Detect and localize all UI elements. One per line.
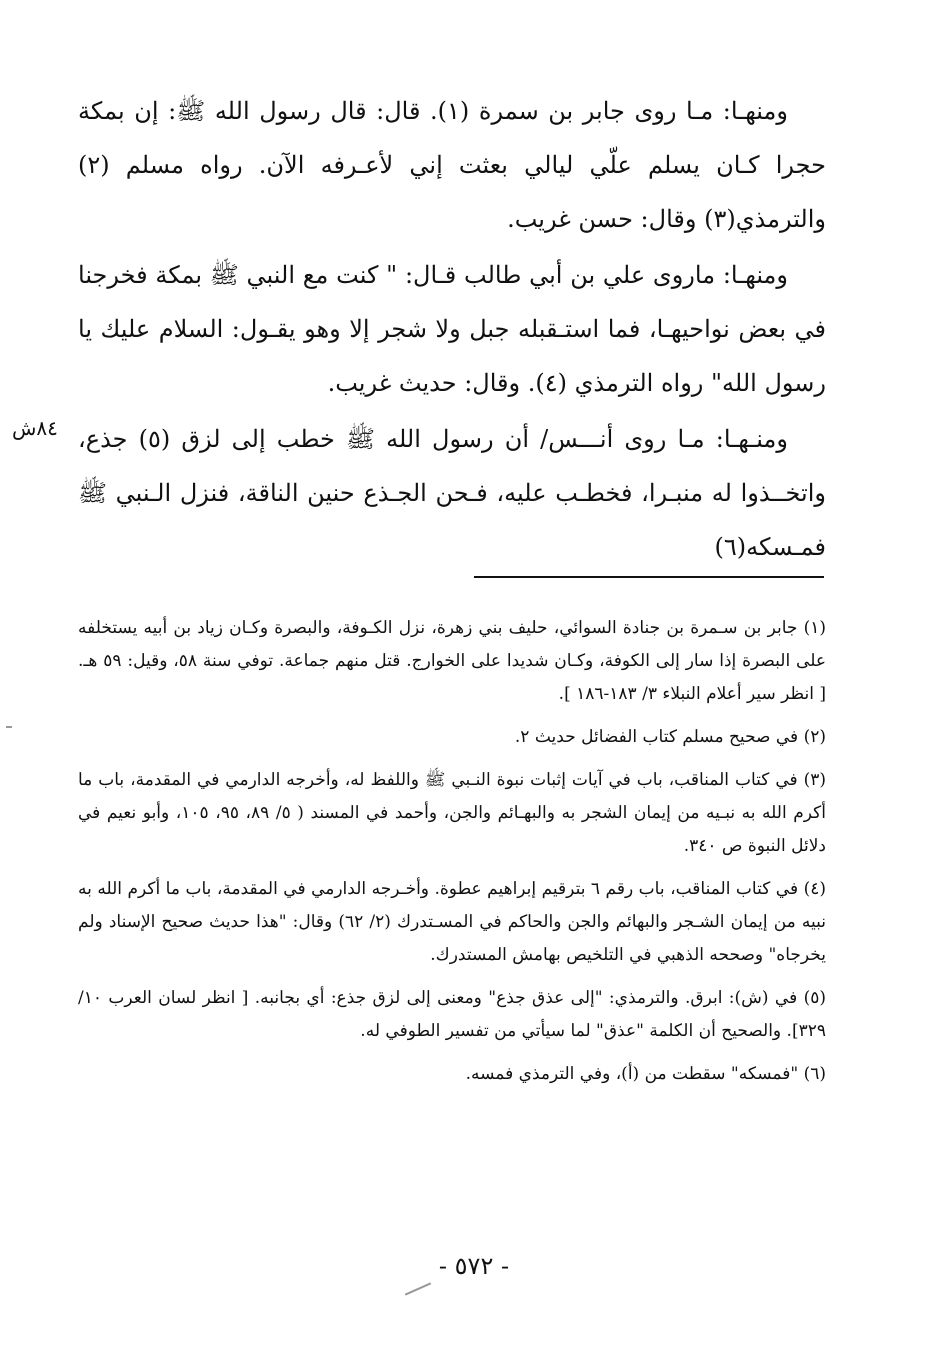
- paragraph-anas: ومنـهـا: مـا روى أنـــس/ أن رسول الله ﷺ خطب إلى لزق (٥) جذع، واتخــذوا له منبـرا، فخطـب عليه، فـحن الجـذع حنين الناقة، فنزل الـنبي ﷺ فمـسكه(٦): [78, 425, 826, 561]
- footnote-1: (١) جابر بن سـمرة بن جنادة السوائي، حليف بني زهرة، نزل الكـوفة، والبصرة وكـان زياد بن أبيه يستخلفه على البصرة إذا سار إلى الكوفة، وكـان شديدا على الخوارج. قتل منهم جماعة. توفي سنة ٥٨، وقيل: ٥٩ هـ. [ انظر سير أعلام النبلاء ٣/ ١٨٣-١٨٦ ].: [78, 618, 826, 704]
- footnote-5: (٥) في (ش): ابرق. والترمذي: "إلى عذق جذع" ومعنى إلى لزق جذع: أي بجانبه. [ انظر لسان العرب ١٠/ ٣٢٩]. والصحيح أن الكلمة "عذق" لما سيأتي من تفسير الطوفي له.: [78, 988, 826, 1041]
- footnote-2: (٢) في صحيح مسلم كتاب الفضائل حديث ٢.: [514, 727, 826, 747]
- page-number: - ٥٧٢ -: [438, 1252, 510, 1280]
- paragraph-ali: ومنهـا: ماروى علي بن أبي طالب قـال: " كنت مع النبي ﷺ بمكة فخرجنا في بعض نواحيهـا، فما استـقبله جبل ولا شجر إلا وهو يقـول: السلام عليك يا رسول الله" رواه الترمذي (٤). وقال: حديث غريب.: [78, 261, 826, 397]
- main-text: [78, 84, 826, 576]
- footnote-3: (٣) في كتاب المناقب، باب في آيات إثبات نبوة النـبي ﷺ واللفظ له، وأخرجه الدارمي في المقدمة، باب ما أكرم الله به نبـيه من إيمان الشجر به والبهـائم والجن، وأحمد في المسند ( ٥/ ٨٩، ٩٥، ١٠٥، وأبو نعيم في دلائل النبوة ص ٣٤٠.: [78, 770, 826, 856]
- footnote-separator: [474, 576, 824, 578]
- edge-mark: [6, 726, 12, 728]
- scan-mark: [405, 1282, 431, 1295]
- footnote-6: (٦) "فمسكه" سقطت من (أ)، وفي الترمذي فمسه.: [465, 1064, 826, 1084]
- footnote-4: (٤) في كتاب المناقب، باب رقم ٦ بترقيم إبراهيم عطوة. وأخـرجه الدارمي في المقدمة، باب ما أكرم الله به نبيه من إيمان الشـجر والبهائم والجن والحاكم في المسـتدرك (٢/ ٦٢) وقال: "هذا حديث صحيح الإسناد ولم يخرجاه" وصححه الذهبي في التلخيص بهامش المستدرك.: [78, 879, 827, 965]
- footnotes: [78, 612, 826, 1101]
- paragraph-jabir: ومنهـا: مـا روى جابر بن سمرة (١). قال: قال رسول الله ﷺ: إن بمكة حجرا كـان يسلم علّي ليالي بعثت إني لأعـرفه الآن. رواه مسلم (٢) والترمذي(٣) وقال: حسن غريب.: [78, 97, 826, 233]
- manuscript-folio-note: ٨٤ش: [12, 416, 58, 440]
